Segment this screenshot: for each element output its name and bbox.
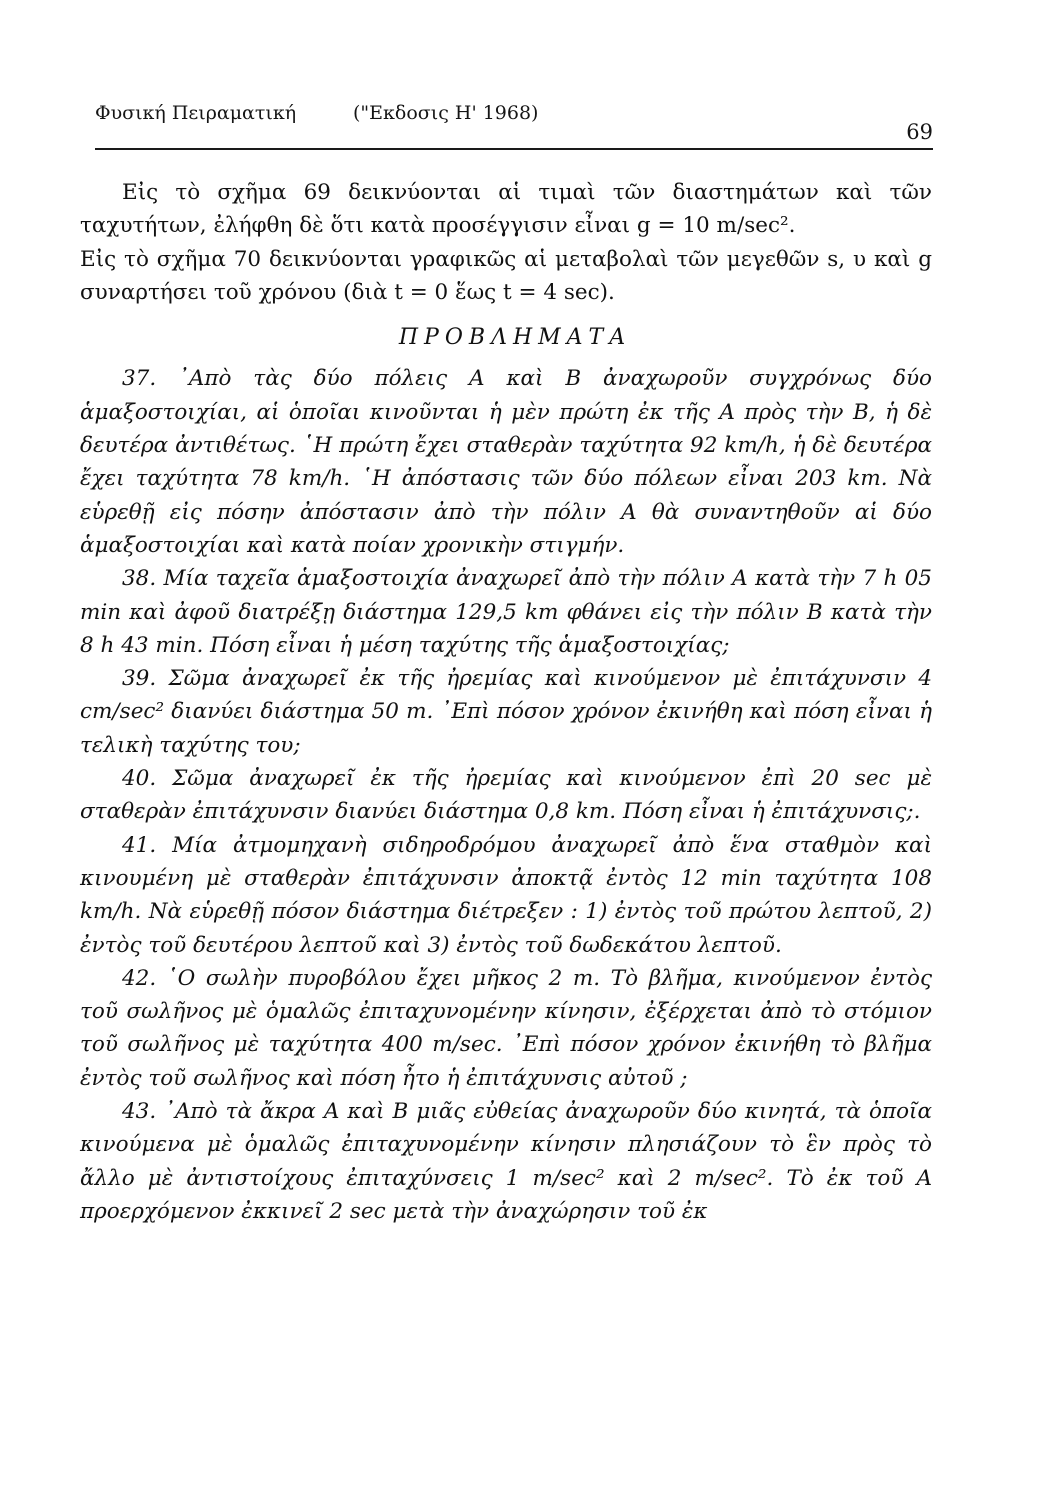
problem-40: [80, 762, 932, 829]
problem-text: ῾Ο σωλὴν πυροβόλου ἔχει μῆκος 2 m. Τὸ βλῆμα, κινούμενον ἐντὸς τοῦ σωλῆνος μὲ ὁμαλῶς ἐπιταχυνομένην κίνησιν, ἐξέρχεται ἀπὸ τὸ στόμιον τοῦ σωλῆνος μὲ ταχύτητα 400 m/sec. ᾿Επὶ πόσον χρόνον ἐκινήθη τὸ βλῆμα ἐντὸς τοῦ σωλῆνος καὶ πόση ἦτο ἡ ἐπιτάχυνσις αὐτοῦ ;: [80, 965, 932, 1091]
problem-number: 40.: [122, 766, 157, 792]
problem-37: [80, 362, 932, 562]
problem-text: Σῶμα ἀναχωρεῖ ἐκ τῆς ἠρεμίας καὶ κινούμενον ἐπὶ 20 sec μὲ σταθερὰν ἐπιτάχυνσιν διανύει διάστημα 0,8 km. Πόση εἶναι ἡ ἐπιτάχυνσις;.: [80, 766, 932, 825]
problem-number: 38.: [122, 566, 157, 592]
problem-number: 37.: [122, 366, 157, 392]
problem-38: [80, 562, 932, 662]
problem-42: [80, 962, 932, 1095]
problem-number: 41.: [122, 832, 157, 858]
page-header: [95, 88, 933, 148]
intro-paragraph-2: Εἰς τὸ σχῆμα 70 δεικνύονται γραφικῶς αἱ μεταβολαὶ τῶν μεγεθῶν s, υ καὶ g συναρτήσει τοῦ χρόνου (διὰ t = 0 ἕως t = 4 sec).: [80, 246, 932, 305]
problem-text: Σῶμα ἀναχωρεῖ ἐκ τῆς ἠρεμίας καὶ κινούμενον μὲ ἐπιτάχυνσιν 4 cm/sec² διανύει διάστημα 50 m. ᾿Επὶ πόσον χρόνον ἐκινήθη καὶ πόση εἶναι ἡ τελικὴ ταχύτης του;: [80, 666, 933, 758]
problem-39: [80, 662, 932, 762]
page-number: 69: [906, 120, 933, 144]
problem-number: 42.: [122, 965, 157, 991]
edition-label: ("Εκδοσις Η' 1968): [353, 102, 539, 124]
problem-41: [80, 829, 932, 962]
problem-text: Μία ταχεῖα ἁμαξοστοιχία ἀναχωρεῖ ἀπὸ τὴν πόλιν Α κατὰ τὴν 7 h 05 min καὶ ἀφοῦ διατρέξῃ διάστημα 129,5 km φθάνει εἰς τὴν πόλιν Β κατὰ τὴν 8 h 43 min. Πόση εἶναι ἡ μέση ταχύτης τῆς ἁμαξοστοιχίας;: [80, 566, 932, 658]
section-heading: ΠΡΟΒΛΗΜΑΤΑ: [398, 325, 632, 351]
page-body: [80, 176, 932, 1228]
problem-number: 43.: [122, 1099, 157, 1125]
problem-number: 39.: [122, 666, 157, 692]
book-title: Φυσική Πειραματική: [95, 102, 297, 124]
problem-text: Μία ἀτμομηχανὴ σιδηροδρόμου ἀναχωρεῖ ἀπὸ ἕνα σταθμὸν καὶ κινουμένη μὲ σταθερὰν ἐπιτάχυνσιν ἀποκτᾷ ἐντὸς 12 min ταχύτητα 108 km/h. Νὰ εὑρεθῇ πόσον διάστημα διέτρεξεν : 1) ἐντὸς τοῦ πρώτου λεπτοῦ, 2) ἐντὸς τοῦ δευτέρου λεπτοῦ καὶ 3) ἐντὸς τοῦ δωδεκάτου λεπτοῦ.: [80, 832, 932, 958]
problem-text: ᾿Απὸ τὰ ἄκρα Α καὶ Β μιᾶς εὐθείας ἀναχωροῦν δύο κινητά, τὰ ὁποῖα κινούμενα μὲ ὁμαλῶς ἐπιταχυνομένην κίνησιν πλησιάζουν τὸ ἓν πρὸς τὸ ἄλλο μὲ ἀντιστοίχους ἐπιταχύνσεις 1 m/sec² καὶ 2 m/sec². Τὸ ἐκ τοῦ Α προερχόμενον ἐκκινεῖ 2 sec μετὰ τὴν ἀναχώρησιν τοῦ ἐκ: [80, 1099, 932, 1224]
intro-paragraph-1: Εἰς τὸ σχῆμα 69 δεικνύονται αἱ τιμαὶ τῶν διαστημάτων καὶ τῶν ταχυτήτων, ἐλήφθη δὲ ὅτι κατὰ προσέγγισιν εἶναι g = 10 m/sec².: [80, 180, 932, 239]
problem-text: ᾿Απὸ τὰς δύο πόλεις Α καὶ Β ἀναχωροῦν συγχρόνως δύο ἁμαξοστοιχίαι, αἱ ὁποῖαι κινοῦνται ἡ μὲν πρώτη ἐκ τῆς Α πρὸς τὴν Β, ἡ δὲ δευτέρα ἀντιθέτως. ῾Η πρώτη ἔχει σταθερὰν ταχύτητα 92 km/h, ἡ δὲ δευτέρα ἔχει ταχύτητα 78 km/h. ῾Η ἀπόστασις τῶν δύο πόλεων εἶναι 203 km. Νὰ εὑρεθῇ εἰς πόσην ἀπόστασιν ἀπὸ τὴν πόλιν Α θὰ συναντηθοῦν αἱ δύο ἁμαξοστοιχίαι καὶ κατὰ ποίαν χρονικὴν στιγμήν.: [80, 366, 932, 558]
problem-43: [80, 1095, 932, 1228]
header-rule: [95, 148, 933, 150]
